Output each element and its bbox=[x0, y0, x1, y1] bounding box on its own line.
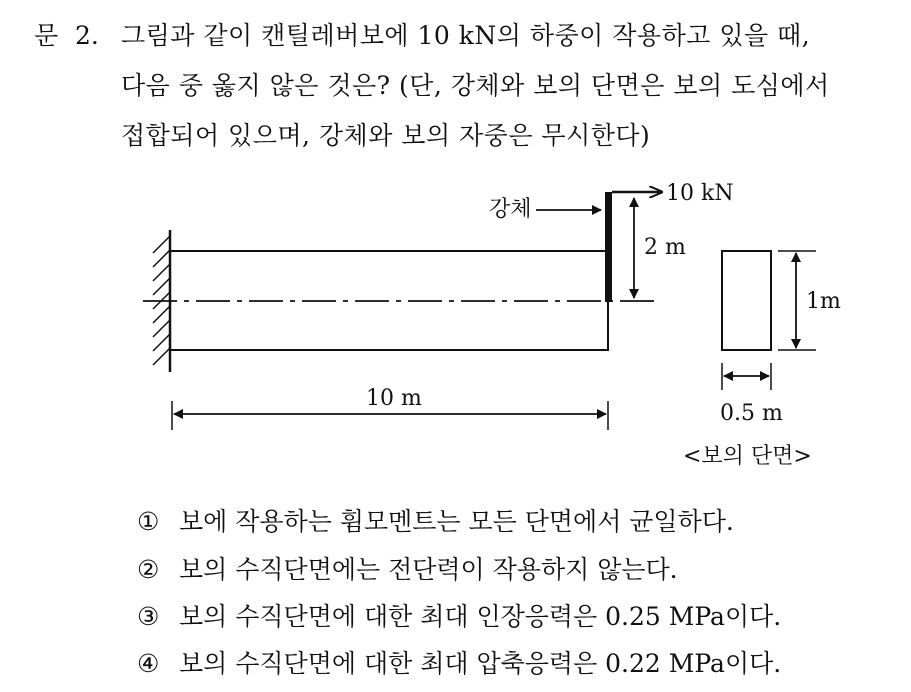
choice-3-text: 보의 수직단면에 대한 최대 인장응력은 0.25 MPa이다. bbox=[179, 602, 782, 631]
choice-2-text: 보의 수직단면에는 전단력이 작용하지 않는다. bbox=[179, 555, 678, 584]
beam-cross-section bbox=[722, 251, 771, 350]
load-label: 10 kN bbox=[666, 181, 734, 206]
section-width-label: 0.5 m bbox=[720, 401, 783, 426]
choice-3-marker: ③ bbox=[137, 602, 160, 631]
choice-1-marker: ① bbox=[137, 507, 160, 536]
section-height-label: 1m bbox=[806, 289, 841, 314]
choice-2-marker: ② bbox=[137, 555, 160, 584]
choice-1-text: 보에 작용하는 휨모멘트는 모든 단면에서 균일하다. bbox=[179, 507, 734, 536]
question-stem-line-2: 다음 중 옳지 않은 것은? (단, 강체와 보의 단면은 보의 도심에서 bbox=[121, 71, 830, 100]
section-caption: <보의 단면> bbox=[683, 444, 812, 469]
choice-3[interactable] bbox=[137, 601, 781, 633]
choice-2[interactable] bbox=[137, 554, 678, 586]
choice-4[interactable] bbox=[137, 648, 781, 680]
choice-4-text: 보의 수직단면에 대한 최대 압축응력은 0.22 MPa이다. bbox=[179, 649, 782, 678]
question-number: 2. bbox=[75, 21, 99, 50]
question-stem-line-1: 그림과 같이 캔틸레버보에 10 kN의 하중이 작용하고 있을 때, bbox=[121, 21, 811, 50]
rigid-body bbox=[605, 192, 612, 302]
question-stem-line-3: 접합되어 있으며, 강체와 보의 자중은 무시한다) bbox=[121, 121, 651, 150]
choice-1[interactable] bbox=[137, 506, 734, 538]
beam-length-label: 10 m bbox=[366, 386, 422, 411]
arm-length-label: 2 m bbox=[644, 235, 686, 260]
choice-4-marker: ④ bbox=[137, 649, 160, 678]
question-label: 문 bbox=[34, 21, 59, 50]
rigid-body-label: 강체 bbox=[489, 197, 532, 222]
